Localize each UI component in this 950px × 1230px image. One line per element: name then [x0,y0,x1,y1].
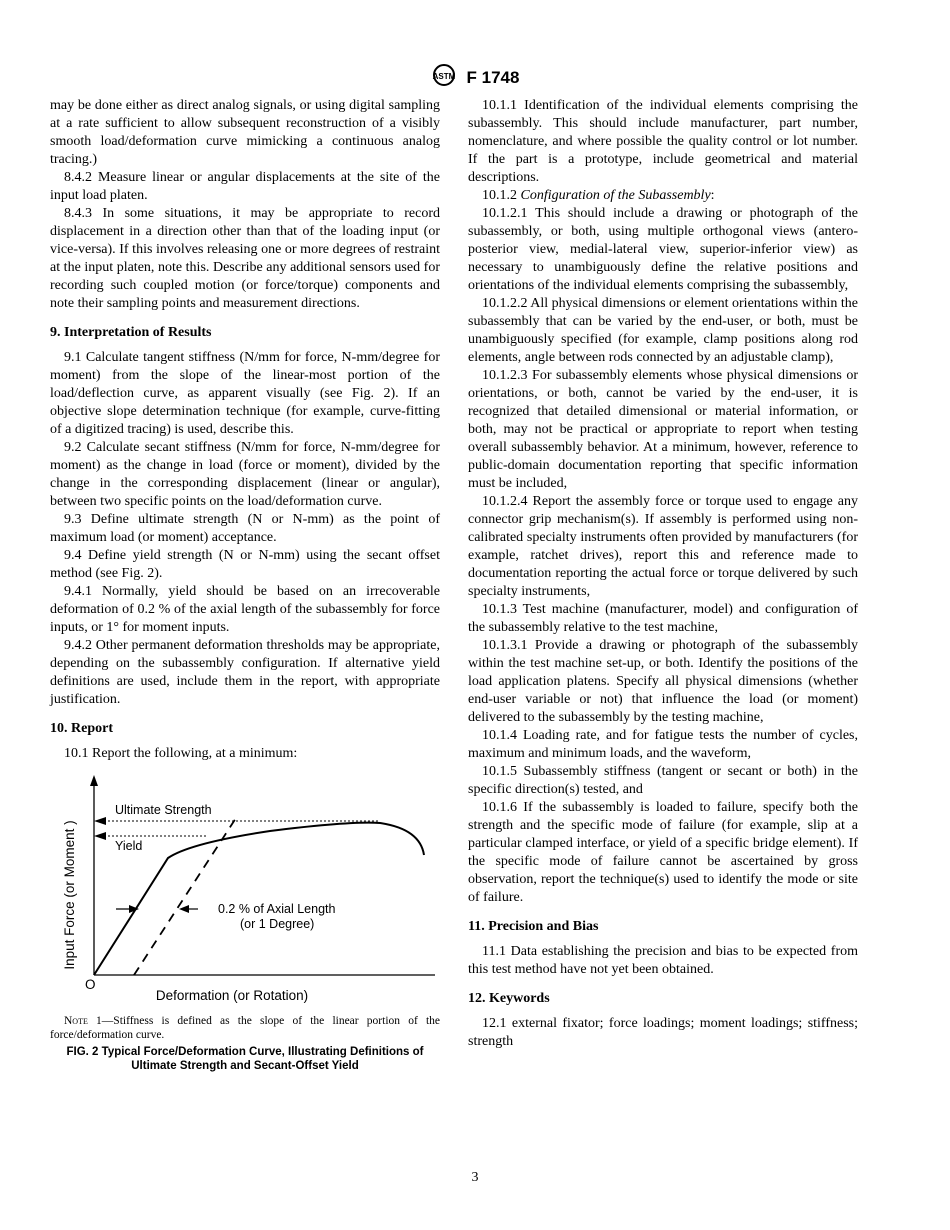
label-yield: Yield [115,839,143,853]
paragraph: 9.4.1 Normally, yield should be based on an irrecoverable deformation of 0.2 % of the axial length of the subassembly for force inputs, or 1° for moment inputs. [50,584,440,635]
paragraph: 9.4.2 Other permanent deformation thresholds may be appropriate, depending on the subassembly configuration. If alternative yield definitions are used, include them in the report, with appropriate justification. [50,638,440,707]
paragraph: 10.1.3 Test machine (manufacturer, model) and configuration of the subassembly relative to the test machine, [468,602,858,635]
origin-label: O [85,977,96,992]
label-ultimate-strength: Ultimate Strength [115,803,212,817]
paragraph: 9.1 Calculate tangent stiffness (N/mm for force, N-mm/degree for moment) from the slope of the linear-most portion of the load/deflection curve, as apparent visually (see Fig. 2). If an objective slope determination technique (for example, curve-fitting of a digitized tracing) is used, describe this. [50,350,440,437]
paragraph: 10.1.1 Identification of the individual elements comprising the subassembly. This should include manufacturer, part number, nomenclature, and where possible the quality control or lot number. If the part is a prototype, include geometrical and material descriptions. [468,98,858,185]
designation: F 1748 [466,67,520,87]
paragraph: 10.1 Report the following, at a minimum: [64,746,298,761]
paragraph: 9.4 Define yield strength (N or N-mm) using the secant offset method (see Fig. 2). [50,548,440,581]
figure-note [50,1014,440,1042]
paragraph: 10.1.2.4 Report the assembly force or torque used to engage any connector grip mechanism(s). If assembly is performed using non-calibrated specialty instruments often provided by manufacturers (for example, ratchet drives), report this and reference made to documentation reporting the actual force or torque delivered by such specialty instruments, [468,494,858,599]
right-column [468,97,858,1051]
paragraph: may be done either as direct analog signals, or using digital sampling at a rate sufficient to allow subsequent reconstruction of a visibly smooth load/deformation curve mimicking a continuous analog tracing.) [50,98,440,167]
paragraph: 10.1.2.3 For subassembly elements whose physical dimensions or orientations, or both, cannot be varied by the end-user, it is recognized that detailed dimensional or material information, or both, may not be practical or appropriate to report when testing overall subassembly behavior. At a minimum, however, reference to public-domain documentation reporting that specific information must be included, [468,368,858,491]
paragraph: 8.4.3 In some situations, it may be appropriate to record displacement in a direction other than that of the loading input (or vice-versa). If this involves releasing one or more degrees of restraint at the input platen, note this. Describe any additional sensors used for recording such coupled motion (or force/torque) components and note their sampling points and measurement directions. [50,206,440,311]
paragraph: 10.1.2.2 All physical dimensions or element orientations within the subassembly that can be varied by the end-user, or both, must be unambiguously specified (for example, clamp positions along rod elements, angle between rods connected by an adjustable clamp), [468,296,859,365]
offset-line [134,818,236,975]
yield-arrow [94,832,106,840]
paragraph: 8.4.2 Measure linear or angular displacements at the site of the input load platen. [50,170,440,203]
paragraph: 10.1.3.1 Provide a drawing or photograph of the subassembly within the test machine set-up, or both. Identify the positions of the load application platens. Specify all physical dimensions (whether end-user variable or not) that influence the load (or moment) delivered to the subassembly by the testing machine, [468,638,858,725]
left-column [50,97,440,1073]
figure-2 [50,773,440,1073]
paragraph: 11.1 Data establishing the precision and bias to be expected from this test method have not yet been obtained. [468,944,858,977]
astm-logo-icon [431,64,457,91]
label-offset-line2: (or 1 Degree) [240,917,315,931]
paragraph: 9.2 Calculate secant stiffness (N/mm for force, N-mm/degree for moment) as the change in load (force or moment), divided by the change in the corresponding displacement (linear or angular), between two specific points on the load/deformation curve. [50,440,440,509]
load-deformation-curve [94,823,424,975]
page-header [0,64,950,91]
y-axis-label: Input Force (or Moment ) [62,820,77,970]
paragraph: 10.1.2 Configuration of the Subassembly: [482,188,715,203]
section-heading: 12. Keywords [468,991,550,1006]
note-text: —Stiffness is defined as the slope of the linear portion of the force/deformation curve. [50,1015,440,1041]
paragraph: 9.3 Define ultimate strength (N or N-mm) as the point of maximum load (or moment) acceptance. [50,512,440,545]
figure-caption [50,1045,440,1073]
force-deformation-diagram [50,773,440,1008]
note-label: Note 1 [64,1015,102,1027]
y-axis-arrow [90,775,98,786]
paragraph-number: 10.1.2 [482,188,517,203]
caption-line: Ultimate Strength and Secant-Offset Yield [131,1060,359,1072]
ultimate-arrow [94,817,106,825]
section-heading: 10. Report [50,721,113,736]
caption-line: FIG. 2 Typical Force/Deformation Curve, Illustrating Definitions of [66,1046,424,1058]
section-heading: 9. Interpretation of Results [50,325,212,340]
astm-logo-text: ASTM [432,72,455,81]
section-heading: 11. Precision and Bias [468,919,599,934]
page-number: 3 [471,1170,479,1185]
paragraph: 10.1.6 If the subassembly is loaded to failure, specify both the strength and the specific mode of failure (for example, slip at a particular clamped interface, or yield of a specific bridge element). If the specific mode of failure cannot be ascertained by gross observation, report the technique(s) used to identify the mode or site of failure. [468,800,858,905]
paragraph: 10.1.5 Subassembly stiffness (tangent or secant or both) in the specific direction(s) tested, and [468,764,858,797]
x-axis-label: Deformation (or Rotation) [155,988,309,1003]
paragraph: 10.1.2.1 This should include a drawing or photograph of the subassembly, or both, using multiple orthogonal views (antero-posterior view, medial-lateral view, superior-inferior view) as necessary to unambiguously define the relative positions and orientations of the individual elements comprising the subassembly, [468,206,858,293]
paragraph: 12.1 external fixator; force loadings; moment loadings; stiffness; strength [468,1016,858,1049]
offset-arrow-right [179,905,189,913]
paragraph: 10.1.4 Loading rate, and for fatigue tests the number of cycles, maximum and minimum loads, and the waveform, [468,728,858,761]
label-offset-line1: 0.2 % of Axial Length [218,902,336,916]
paragraph-title: Configuration of the Subassembly [520,188,711,203]
